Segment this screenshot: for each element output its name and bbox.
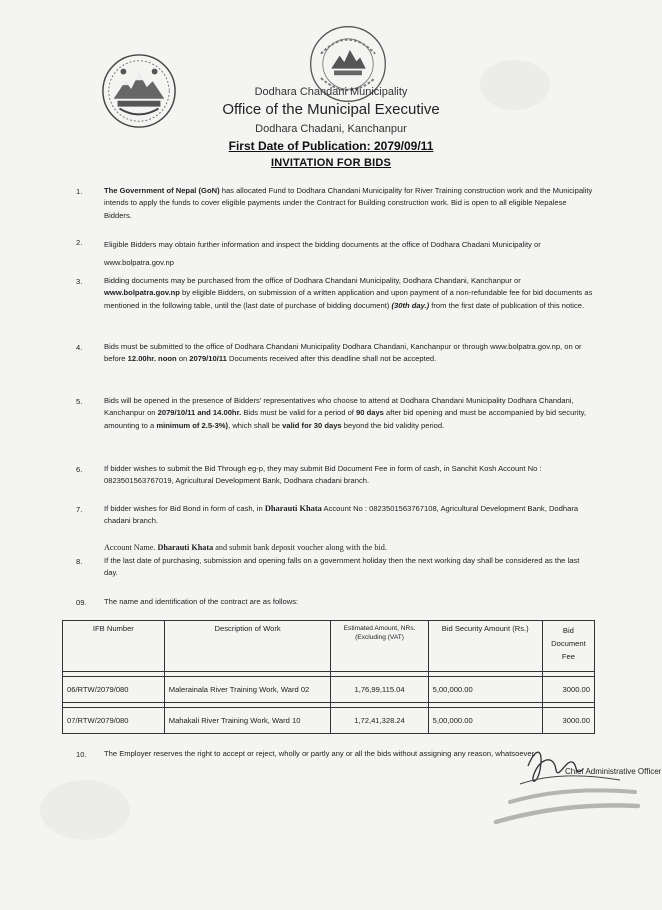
- item-text: The name and identification of the contract are as follows:: [104, 597, 299, 606]
- item-bold-text: 90 days: [356, 408, 384, 418]
- item-bold-text: valid for 30 days: [282, 420, 342, 430]
- item-text: and submit bank deposit voucher along with the bid.: [213, 543, 387, 552]
- column-header: IFB Number: [63, 621, 165, 672]
- column-header: Description of Work: [164, 621, 331, 672]
- municipality-name: Dodhara Chandani Municipality: [254, 86, 408, 98]
- item-bold-text: Dharauti Khata: [157, 543, 214, 552]
- list-item: [104, 185, 594, 222]
- column-header: Estimated Amount, NRs.(Excluding (VAT): [331, 621, 428, 672]
- signature-stamp-icon: [470, 740, 640, 830]
- item-number: 5.: [76, 397, 83, 406]
- list-item: [104, 341, 594, 366]
- item-text: after bid opening and must be accompanied by bid security, amounting to a: [104, 408, 586, 430]
- bid-security-cell: 5,00,000.00: [428, 677, 542, 703]
- paper-stain: [40, 780, 130, 840]
- item-bold-text: The Government of Nepal (GoN): [104, 186, 220, 195]
- item-bold-text: www.bolpatra.gov.np: [104, 288, 180, 298]
- item-text: Bids will be opened in the presence of Bidders' representatives who choose to attend at Dodhara Chandani Municipality Dodhara Chandani, Kanchanpur on: [104, 396, 574, 418]
- list-item: [104, 596, 594, 608]
- item-text: has allocated Fund to Dodhara Chandani Municipality for River Training construction work and the Municipality intends to apply the funds to cover eligible payments under the Contract for Building construction work. Bid is open to all eligible Nepalese Bidders.: [104, 186, 593, 220]
- item-number: 8.: [76, 557, 83, 566]
- item-bold-text: 2079/10/11: [189, 354, 227, 364]
- table-header-row: [63, 621, 595, 672]
- item-text: Account Name.: [104, 543, 158, 552]
- ifb-number-cell: 06/RTW/2079/080: [63, 677, 165, 703]
- item-number: 4.: [76, 343, 83, 352]
- item-text: Bids must be valid for a period of: [241, 408, 357, 418]
- publication-date: First Date of Publication: 2079/09/11: [228, 139, 434, 153]
- item-number: 7.: [76, 505, 83, 514]
- bid-security-cell: 5,00,000.00: [428, 708, 542, 734]
- item-text: , which shall be: [228, 420, 283, 430]
- item-text: by eligible Bidders, on submission of a written application and upon payment of a non-refundable fee for bid documents as mentioned in the following table, until the (last date of purchase of bidding document): [104, 288, 593, 310]
- item-text: The Employer reserves the right to accept or reject, wholly or partly any or all the bids without assigning any reason, whatsoever.: [104, 749, 536, 758]
- item-text: Account No : 0823501563767108, Agricultural Development Bank, Dodhara chadani branch.: [104, 504, 579, 526]
- item-text: If bidder wishes for Bid Bond in form of cash, in: [104, 504, 265, 513]
- list-item: [104, 275, 594, 312]
- item-bold-text: minimum of 2.5-3%): [156, 420, 229, 430]
- list-item: [104, 463, 594, 488]
- ifb-number-cell: 07/RTW/2079/080: [63, 708, 165, 734]
- item-number: 6.: [76, 465, 83, 474]
- item-number: 09.: [76, 598, 87, 607]
- item-text: Documents received after this deadline shall not be accepted.: [226, 354, 437, 364]
- item-number: 2.: [76, 238, 83, 247]
- account-name-line: [104, 543, 594, 552]
- document-fee-cell: 3000.00: [542, 677, 594, 703]
- list-item: [104, 395, 594, 432]
- description-cell: Malerainala River Training Work, Ward 02: [164, 677, 331, 703]
- item-number: 10.: [76, 750, 87, 759]
- list-item: [104, 236, 594, 272]
- item-text: from the first date of publication of this notice.: [429, 300, 585, 310]
- estimated-amount-cell: 1,76,99,115.04: [331, 677, 428, 703]
- estimated-amount-cell: 1,72,41,328.24: [331, 708, 428, 734]
- table-row: [63, 677, 595, 703]
- item-text: If the last date of purchasing, submission and opening falls on a government holiday then the next working day shall be considered as the last day.: [104, 556, 580, 578]
- list-item: [104, 555, 594, 580]
- item-text: on: [176, 354, 190, 364]
- contracts-table: [62, 620, 595, 734]
- item-bold-text: 2079/10/11 and 14.00hr.: [157, 408, 242, 418]
- item-bold-text: (30th day.): [391, 300, 430, 310]
- invitation-heading: INVITATION FOR BIDS: [270, 157, 392, 169]
- office-title: Office of the Municipal Executive: [222, 101, 440, 118]
- item-number: 1.: [76, 187, 83, 196]
- description-cell: Mahakali River Training Work, Ward 10: [164, 708, 331, 734]
- item-text: Bidding documents may be purchased from the office of Dodhara Chandani Municipality, Dodhara Chandani, Kanchanpur or: [104, 276, 521, 285]
- item-number: 3.: [76, 277, 83, 286]
- item-text: Eligible Bidders may obtain further information and inspect the bidding documents at the office of Dodhara Chadani Municipality or www.bolpatra.gov.np: [104, 240, 541, 267]
- item-text: If bidder wishes to submit the Bid Through eg-p, they may submit Bid Document Fee in form of cash, in Sanchit Kosh Account No : 0823501563767019, Agricultural Development Bank, Dodhara chadani branch.: [104, 464, 542, 486]
- item-bold-text: 12.00hr. noon: [127, 354, 177, 364]
- document-fee-cell: 3000.00: [542, 708, 594, 734]
- column-header: Bid Security Amount (Rs.): [428, 621, 542, 672]
- item-text: beyond the bid validity period.: [341, 420, 445, 430]
- column-header: Bid Document Fee: [542, 621, 594, 672]
- item-bold-text: Dharauti Khata: [264, 504, 322, 513]
- signatory-title: Chief Administrative Officer: [565, 767, 662, 776]
- office-address: Dodhara Chadani, Kanchanpur: [255, 123, 407, 135]
- item-text: Bids must be submitted to the office of Dodhara Chandani Municipality Dodhara Chandani, Kanchanpur or through www.bolpatra.gov.np, on or before: [104, 342, 582, 364]
- table-row: [63, 708, 595, 734]
- list-item: [104, 503, 594, 528]
